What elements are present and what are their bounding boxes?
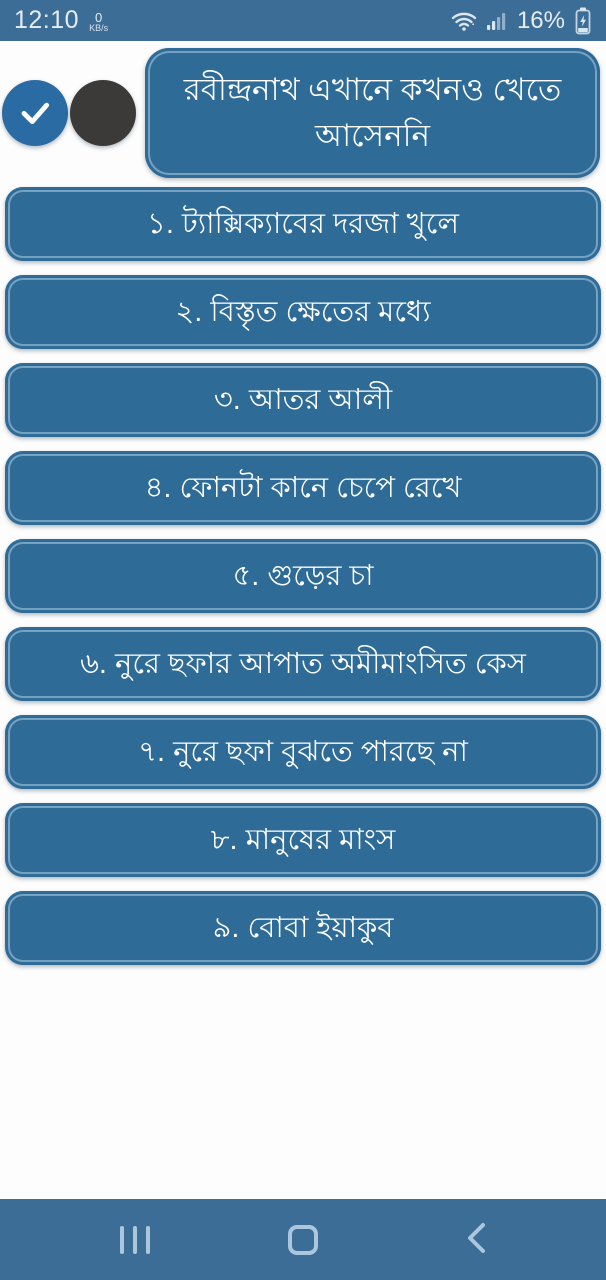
- chapter-label: ৮. মানুষের মাংস: [210, 823, 396, 856]
- chapter-label: ৫. গুড়ের চা: [232, 559, 374, 592]
- dark-circle-button[interactable]: [70, 80, 136, 146]
- chapter-button-3[interactable]: [5, 363, 601, 437]
- book-title: রবীন্দ্রনাথ এখানে কখনও খেতে আসেননি: [183, 71, 562, 153]
- back-icon: [464, 1221, 488, 1258]
- chapter-button-7[interactable]: [5, 715, 601, 789]
- chapter-button-9[interactable]: [5, 891, 601, 965]
- clock: 12:10: [14, 6, 80, 34]
- battery-charging-icon: [574, 6, 592, 36]
- wifi-icon: [451, 10, 477, 32]
- chapter-label: ৯. বোবা ইয়াকুব: [212, 911, 394, 944]
- book-title-card: [145, 48, 600, 178]
- check-icon: [13, 90, 57, 137]
- chapter-button-5[interactable]: [5, 539, 601, 613]
- home-icon: [288, 1225, 318, 1255]
- chapter-button-6[interactable]: [5, 627, 601, 701]
- chapter-button-4[interactable]: [5, 451, 601, 525]
- chapter-label: ১. ট্যাক্সিক্যাবের দরজা খুলে: [147, 207, 459, 240]
- check-button[interactable]: [2, 80, 68, 146]
- network-speed-value: 0: [94, 9, 103, 25]
- back-button[interactable]: [431, 1199, 521, 1280]
- chapter-button-8[interactable]: [5, 803, 601, 877]
- navigation-bar: [0, 1199, 606, 1280]
- chapter-label: ২. বিস্তৃত ক্ষেতের মধ্যে: [175, 295, 431, 328]
- home-button[interactable]: [258, 1199, 348, 1280]
- chapter-label: ৭. নুরে ছফা বুঝতে পারছে না: [138, 735, 468, 768]
- chapter-label: ৩. আতর আলী: [213, 383, 393, 416]
- chapter-button-1[interactable]: [5, 187, 601, 261]
- status-bar-left: [14, 6, 108, 35]
- chapter-label: ৬. নুরে ছফার আপাত অমীমাংসিত কেস: [80, 647, 526, 680]
- battery-percent: 16%: [516, 6, 565, 34]
- chapter-button-2[interactable]: [5, 275, 601, 349]
- recents-button[interactable]: [90, 1199, 180, 1280]
- status-bar: [0, 0, 606, 41]
- status-bar-right: [451, 6, 592, 36]
- signal-icon: [486, 10, 508, 32]
- chapter-label: ৪. ফোনটা কানে চেপে রেখে: [144, 471, 462, 504]
- network-speed: [89, 11, 108, 33]
- chapter-list: [0, 178, 606, 965]
- header: [0, 41, 606, 178]
- network-speed-unit: KB/s: [89, 22, 109, 33]
- recents-icon: [120, 1226, 150, 1254]
